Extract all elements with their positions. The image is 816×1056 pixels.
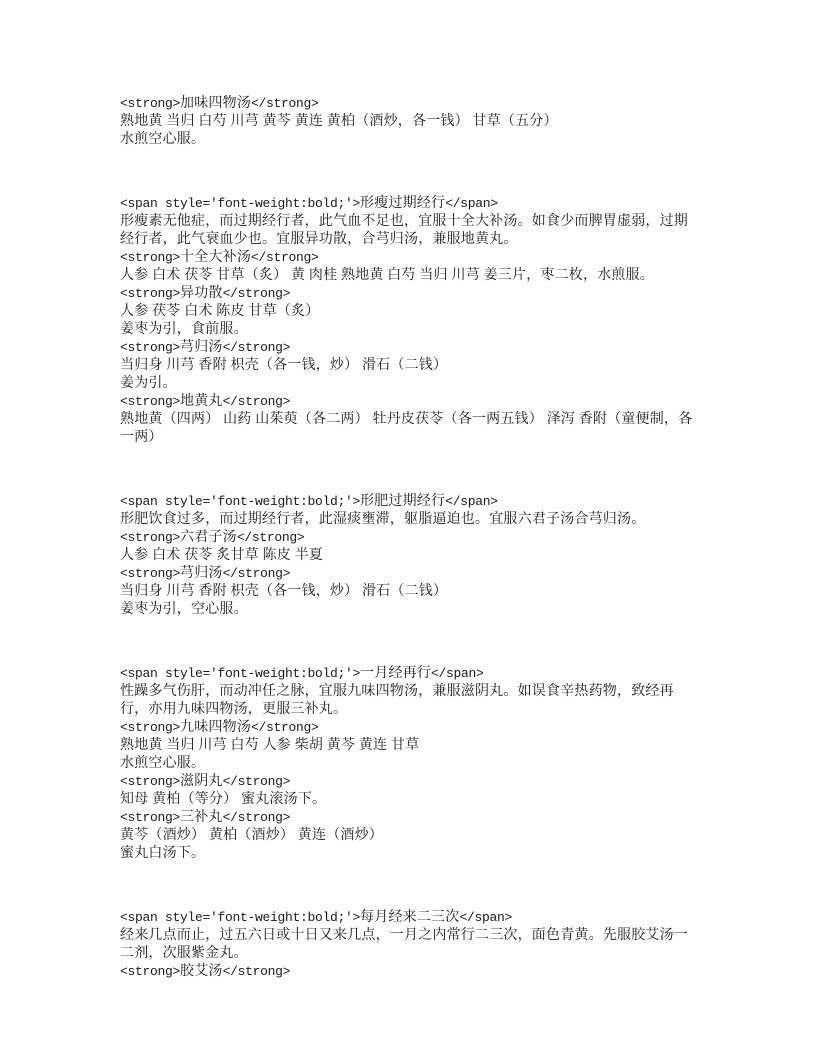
strong-open-tag: <strong> (120, 720, 181, 735)
strong-open-tag: <strong> (120, 340, 181, 355)
strong-close-tag: </strong> (251, 720, 319, 735)
section-heading (120, 665, 698, 683)
section-heading (120, 195, 698, 213)
strong-close-tag: </strong> (222, 964, 291, 979)
recipe-title: 九味四物汤 (180, 720, 252, 735)
span-close-tag: </span> (431, 666, 484, 681)
recipe-title: 芎归汤 (180, 340, 223, 355)
ingredients-line: 人参 白术 茯苓 甘草（炙） 黄 肉桂 熟地黄 白芍 当归 川芎 姜三片，枣二枚，水煎服。 (120, 268, 654, 283)
instructions-line: 姜枣为引，食前服。 (120, 322, 248, 337)
section-jiawei-siwu-tang (120, 95, 698, 149)
document-page (120, 95, 698, 981)
section-xingfei-guoqi-jingxing (120, 493, 698, 619)
section-title: 一月经再行 (360, 666, 432, 681)
recipe-title: 三补丸 (180, 810, 223, 825)
ingredients-line: 知母 黄柏（等分） 蜜丸滚汤下。 (120, 792, 327, 807)
strong-open-tag: <strong> (120, 394, 181, 409)
strong-open-tag: <strong> (120, 96, 181, 111)
recipe-title: 加味四物汤 (180, 96, 252, 111)
ingredients-line: 熟地黄 当归 白芍 川芎 黄芩 黄连 黄柏（酒炒，各一钱） 甘草（五分） (120, 114, 558, 129)
span-open-tag: <span style='font-weight:bold;'> (120, 666, 361, 681)
instructions-line: 蜜丸白汤下。 (120, 846, 206, 861)
section-title: 形肥过期经行 (360, 494, 446, 509)
recipe-heading (120, 339, 698, 357)
span-close-tag: </span> (459, 910, 512, 925)
strong-close-tag: </strong> (222, 810, 291, 825)
ingredients-line: 熟地黄（四两） 山药 山茱萸（各二两） 牡丹皮茯苓（各一两五钱） 泽泻 香附（童便制，各一两） (120, 412, 693, 445)
recipe-heading (120, 773, 698, 791)
strong-open-tag: <strong> (120, 530, 181, 545)
recipe-heading (120, 95, 698, 113)
ingredients-line: 当归身 川芎 香附 枳壳（各一钱，炒） 滑石（二钱） (120, 358, 448, 373)
strong-open-tag: <strong> (120, 810, 181, 825)
instructions-line: 姜为引。 (120, 376, 177, 391)
strong-close-tag: </strong> (251, 96, 319, 111)
recipe-heading (120, 529, 698, 547)
section-yiyue-jing-zaixing (120, 665, 698, 863)
strong-close-tag: </strong> (222, 566, 291, 581)
strong-open-tag: <strong> (120, 566, 181, 581)
ingredients-line: 人参 茯苓 白术 陈皮 甘草（炙） (120, 304, 320, 319)
strong-close-tag: </strong> (251, 250, 319, 265)
section-xingshou-guoqi-jingxing (120, 195, 698, 447)
recipe-heading (120, 285, 698, 303)
strong-close-tag: </strong> (222, 286, 291, 301)
section-heading (120, 493, 698, 511)
recipe-title: 滋阴丸 (180, 774, 223, 789)
strong-open-tag: <strong> (120, 774, 181, 789)
span-close-tag: </span> (445, 494, 498, 509)
ingredients-line: 当归身 川芎 香附 枳壳（各一钱，炒） 滑石（二钱） (120, 584, 448, 599)
recipe-heading (120, 393, 698, 411)
span-open-tag: <span style='font-weight:bold;'> (120, 910, 361, 925)
recipe-title: 异功散 (180, 286, 223, 301)
span-open-tag: <span style='font-weight:bold;'> (120, 196, 361, 211)
recipe-heading (120, 963, 698, 981)
section-description: 形瘦素无他症，而过期经行者，此气血不足也，宜服十全大补汤。如食少而脾胃虚弱，过期经行者，此气衰血少也。宜服异功散，合芎归汤，兼服地黄丸。 (120, 214, 688, 247)
recipe-title: 六君子汤 (180, 530, 237, 545)
instructions-line: 水煎空心服。 (120, 132, 206, 147)
section-title: 每月经来二三次 (360, 910, 460, 925)
section-meiyue-jinglai-ersanci (120, 909, 698, 981)
strong-close-tag: </strong> (222, 774, 291, 789)
section-title: 形瘦过期经行 (360, 196, 446, 211)
recipe-title: 十全大补汤 (180, 250, 252, 265)
ingredients-line: 人参 白术 茯苓 炙甘草 陈皮 半夏 (120, 548, 324, 563)
span-open-tag: <span style='font-weight:bold;'> (120, 494, 361, 509)
instructions-line: 姜枣为引，空心服。 (120, 602, 248, 617)
strong-open-tag: <strong> (120, 286, 181, 301)
recipe-heading (120, 565, 698, 583)
span-close-tag: </span> (445, 196, 498, 211)
recipe-heading (120, 249, 698, 267)
strong-close-tag: </strong> (222, 340, 291, 355)
recipe-heading (120, 809, 698, 827)
ingredients-line: 黄芩（酒炒） 黄柏（酒炒） 黄连（酒炒） (120, 828, 383, 843)
recipe-title: 胶艾汤 (180, 964, 223, 979)
recipe-title: 地黄丸 (180, 394, 223, 409)
recipe-title: 芎归汤 (180, 566, 223, 581)
recipe-heading (120, 719, 698, 737)
strong-close-tag: </strong> (222, 394, 291, 409)
section-description: 经来几点而止，过五六日或十日又来几点，一月之内常行二三次，面色青黄。先服胶艾汤一二剂，次服紫金丸。 (120, 928, 688, 961)
strong-close-tag: </strong> (236, 530, 305, 545)
section-description: 性躁多气伤肝，而动冲任之脉，宜服九味四物汤，兼服滋阴丸。如误食辛热药物，致经再行，亦用九味四物汤，更服三补丸。 (120, 684, 674, 717)
strong-open-tag: <strong> (120, 250, 181, 265)
strong-open-tag: <strong> (120, 964, 181, 979)
section-heading (120, 909, 698, 927)
section-description: 形肥饮食过多，而过期经行者，此湿痰壅滞，躯脂逼迫也。宜服六君子汤合芎归汤。 (120, 512, 646, 527)
ingredients-line: 熟地黄 当归 川芎 白芍 人参 柴胡 黄芩 黄连 甘草 (120, 738, 420, 753)
instructions-line: 水煎空心服。 (120, 756, 206, 771)
